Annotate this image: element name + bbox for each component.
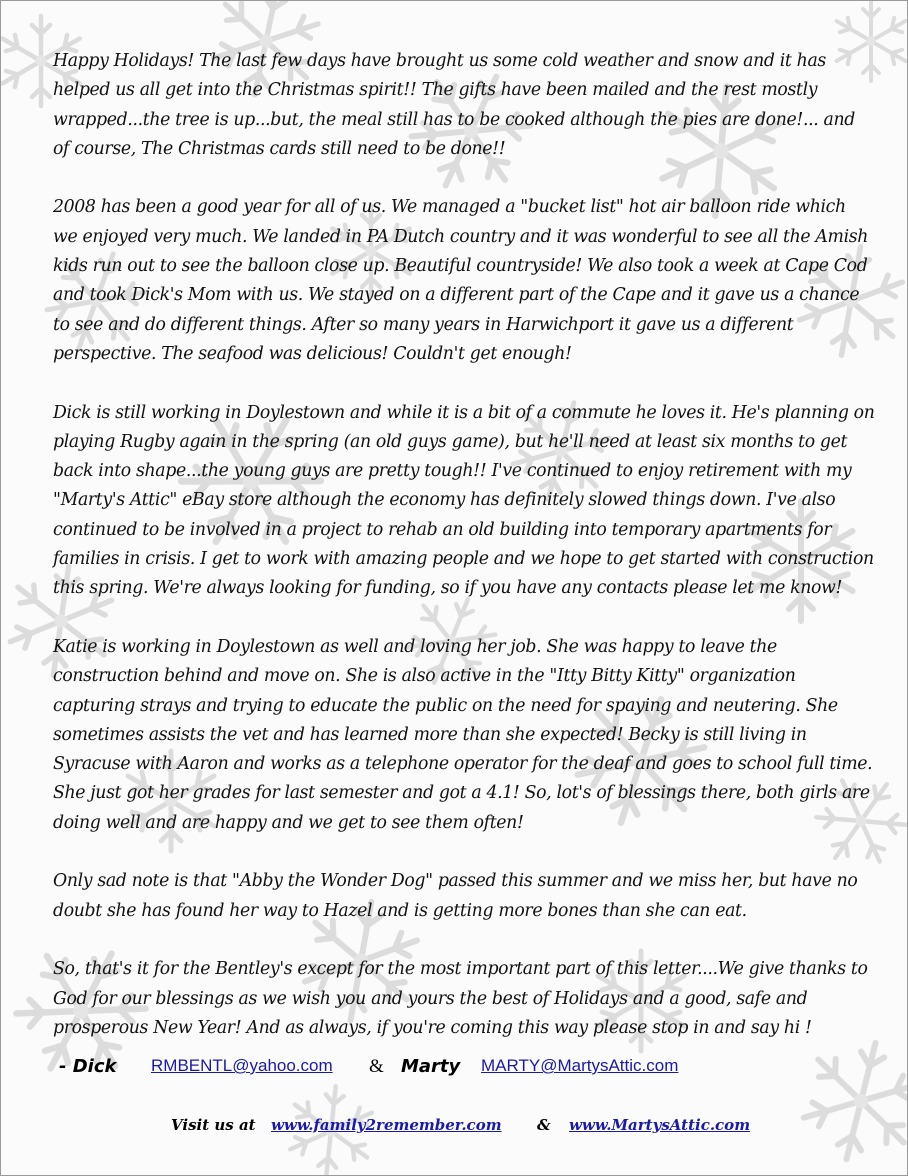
paragraph: Happy Holidays! The last few days have brought us some cold weather and snow and it has helped us all get into the Christmas spirit!! The gifts have been mailed and the rest mostly wrapped...the tree is up...but, the meal still has to be cooked although the pies are done!... and of course, The Christmas cards still need to be done!! [53,51,855,159]
signature-line [59,1054,859,1082]
visit-ampersand: & [537,1116,551,1134]
paragraph: Dick is still working in Doylestown and while it is a bit of a commute he loves it. He's planning on playing Rugby again in the spring (an old guys game), but he'll need at least six months to get back into shape...the young guys are pretty tough!! I've continued to enjoy retirement with my "Marty's Attic" eBay store although the economy has definitely slowed things down. I've also continued to be involved in a project to rehab an old building into temporary apartments for families in crisis. I get to work with amazing people and we hope to get started with construction this spring. We're always looking for funding, so if you have any contacts please let me know! [53,402,875,599]
email-link-marty[interactable]: MARTY@MartysAttic.com [481,1056,679,1075]
signature-name-marty: Marty [401,1056,461,1077]
signature-ampersand: & [369,1056,384,1077]
letter-body [53,47,875,1072]
website-link-family2remember[interactable]: www.family2remember.com [271,1116,502,1134]
paragraph: So, that's it for the Bentley's except for the most important part of this letter....We give thanks to God for our blessings as we wish you and yours the best of Holidays and a good, safe and prosperous New Year! And as always, if you're coming this way please stop in and say hi ! [53,959,868,1038]
signature-name-dick: - Dick [59,1056,117,1077]
paragraph: Only sad note is that "Abby the Wonder Dog" passed this summer and we miss her, but have no doubt she has found her way to Hazel and is getting more bones than she can eat. [53,871,858,921]
visit-label: Visit us at [171,1116,256,1134]
paragraph: Katie is working in Doylestown as well and loving her job. She was happy to leave the construction behind and move on. She is also active in the "Itty Bitty Kitty" organization capturing strays and trying to educate the public on the need for spaying and neutering. She sometimes assists the vet and has learned more than she expected! Becky is still living in Syracuse with Aaron and works as a telephone operator for the deaf and goes to school full time. She just got her grades for last semester and got a 4.1! So, lot's of blessings there, both girls are doing well and are happy and we get to see them often! [53,636,873,833]
visit-line [171,1116,791,1144]
website-link-martysattic[interactable]: www.MartysAttic.com [569,1116,751,1134]
email-link-dick[interactable]: RMBENTL@yahoo.com [151,1056,333,1075]
paragraph: 2008 has been a good year for all of us. We managed a "bucket list" hot air balloon ride which we enjoyed very much. We landed in PA Dutch country and it was wonderful to see all the Amish kids run out to see the balloon close up. Beautiful countryside! We also took a week at Cape Cod and took Dick's Mom with us. We stayed on a different part of the Cape and it gave us a chance to see and do different things. After so many years in Harwichport it gave us a different perspective. The seafood was delicious! Couldn't get enough! [53,197,869,364]
